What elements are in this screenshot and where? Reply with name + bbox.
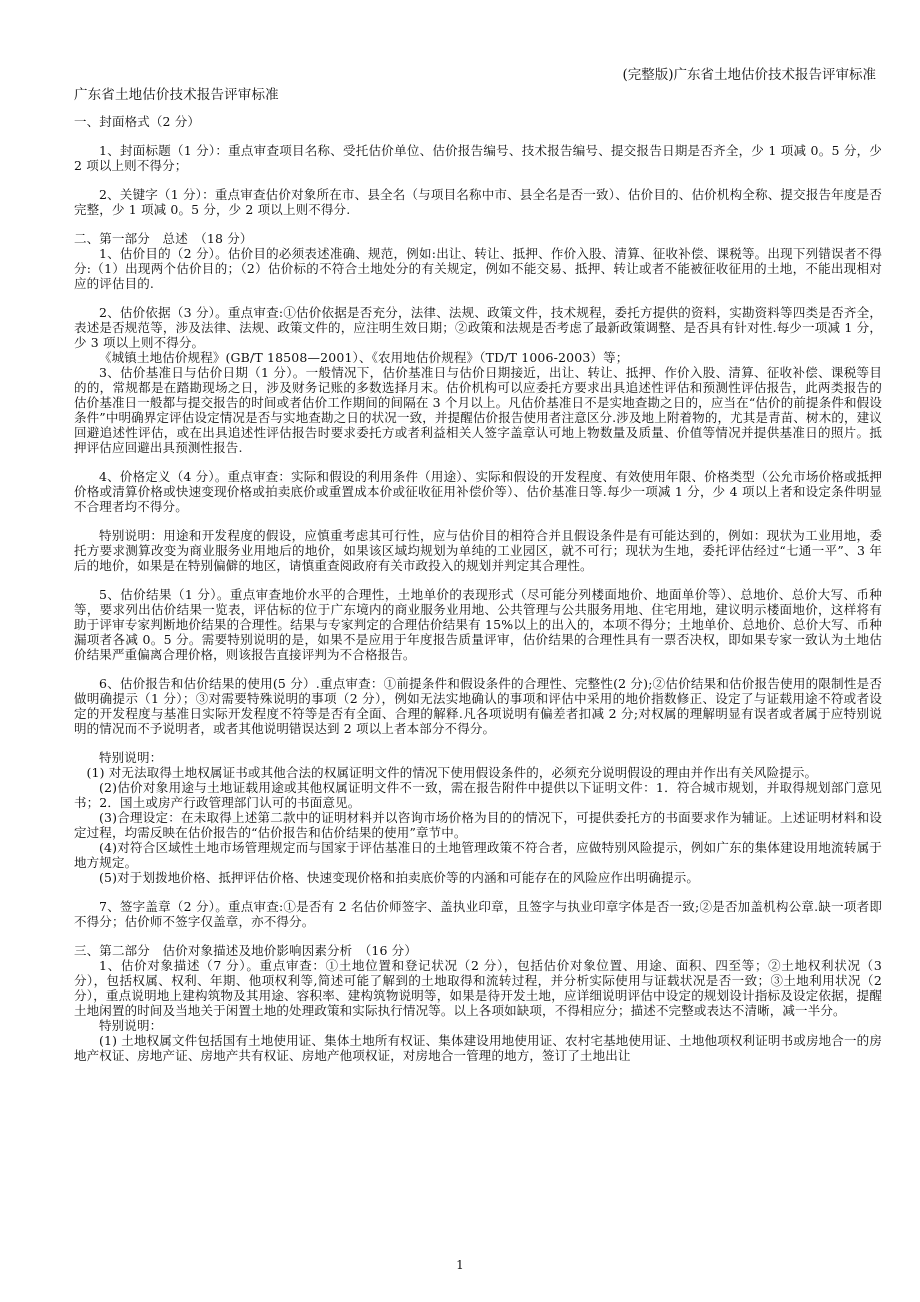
document-body xyxy=(74,86,882,1063)
sec1-paragraph-1: 1、封面标题（1 分）：重点审查项目名称、受托估价单位、估价报告编号、技术报告编号、提交报告日期是否齐全，少 1 项减 0。5 分，少 2 项以上则不得分； xyxy=(74,143,882,173)
sec3-special-item-1: (1) 土地权属文件包括国有土地使用证、集体土地所有权证、集体建设用地使用证、农村宅基地使用证、土地他项权利证明书或房地合一的房地产权证、房地产证、房地产共有权证、房地产他项权证，对房地合一管理的地方，签订了土地出让 xyxy=(74,1033,882,1063)
sec2-special-item-3: (3)合理设定：在未取得上述第二款中的证明材料并以咨询市场价格为目的的情况下，可提供委托方的书面要求作为辅证。上述证明材料和设定过程，均需反映在估价报告的“估价报告和估价结果的使用”章节中。 xyxy=(74,810,882,840)
sec2-paragraph-5: 5、估价结果（1 分）。重点审查地价水平的合理性，土地单价的表现形式（尽可能分列楼面地价、地面单价等）、总地价、总价大写、币种等，要求列出估价结果一览表，评估标的位于广东境内的商业服务业用地、公共管理与公共服务用地、住宅用地，建议明示楼面地价，这样将有助于评审专家判断地价结果的合理性。结果与专家判定的合理估价结果有 15%以上的出入的，本项不得分；土地单价、总地价、总价大写、币种漏项者各减 0。5 分。需要特别说明的是，如果不是应用于年度报告质量评审，估价结果的合理性具有一票否决权，即如果专家一致认为土地估价结果严重偏离合理价格，则该报告直接评判为不合格报告。 xyxy=(74,587,882,662)
section-1-heading: 一、封面格式（2 分） xyxy=(74,114,201,129)
sec3-paragraph-1: 1、估价对象描述（7 分）。重点审查：①土地位置和登记状况（2 分），包括估价对象位置、用途、面积、四至等；②土地权利状况（3 分），包括权属、权利、年期、他项权利等,简述可能了解到的土地取得和流转过程，并分析实际使用与证载状况是否一致；③土地利用状况（2 分），重点说明地上建构筑物及其用途、容积率、建构筑物说明等，如果是待开发土地，应详细说明评估中设定的规划设计指标及设定依据，提醒土地闲置的时间及当地关于闲置土地的处理政策和实际执行情况等。以上各项如缺项，不得相应分；描述不完整或表达不清晰，减一半分。 xyxy=(74,958,882,1018)
sec2-paragraph-6: 6、估价报告和估价结果的使用(5 分）.重点审查：①前提条件和假设条件的合理性、完整性(2 分);②估价结果和估价报告使用的限制性是否做明确提示（1 分）；③对需要特殊说明的事项（2 分），例如无法实地确认的事项和评估中采用的地价指数修正、设定了与证载用途不符或者设定的开发程度与基准日实际开发程度不符等是否有全面、合理的解释.凡各项说明有偏差者扣减 2 分;对权属的理解明显有误者或者属于应特别说明的情况而不予说明者，或者其他说明错误达到 2 项以上者本部分不得分。 xyxy=(74,676,882,736)
sec2-paragraph-1: 1、估价目的（2 分）。估价目的必须表述准确、规范，例如:出让、转让、抵押、作价入股、清算、征收补偿、课税等。出现下列错误者不得分:（1）出现两个估价目的；（2）估价标的不符合土地处分的有关规定，例如不能交易、抵押、转让或者不能被征收征用的土地，不能出现相对应的评估目的. xyxy=(74,246,882,291)
sec2-special-note: 特别说明：用途和开发程度的假设，应慎重考虑其可行性，应与估价目的相符合并且假设条件是有可能达到的，例如：现状为工业用地，委托方要求测算改变为商业服务业用地后的地价，如果该区域均规划为单纯的工业园区，就不可行；现状为生地，委托评估经过“七通一平”、3 年后的地价，如果是在特别偏僻的地区，请慎重查阅政府有关市政投入的规划并判定其合理性。 xyxy=(74,528,882,573)
sec2-paragraph-3: 3、估价基准日与估价日期（1 分）。一般情况下，估价基准日与估价日期接近，出让、转让、抵押、作价入股、清算、征收补偿、课税等目的的，常规都是在踏勘现场之日，涉及财务记账的多数选择月末。估价机构可以应委托方要求出具追述性评估和预测性评估报告，此两类报告的估价基准日一般都与提交报告的时间或者估价工作期间的间隔在 3 个月以上。凡估价基准日不是实地查勘之日的，应当在“估价的前提条件和假设条件”中明确界定评估设定情况是否与实地查勘之日的状况一致，并提醒估价报告使用者注意区分.涉及地上附着物的，尤其是青苗、树木的，建议回避追述性评估，或在出具追述性评估报告时要求委托方或者利益相关人签字盖章认可地上物数量及质量、价值等情况并提供基准日的照片。抵押评估应回避出具预测性报告. xyxy=(74,365,882,455)
document-title: 广东省土地估价技术报告评审标准 xyxy=(74,87,279,103)
sec2-special-title: 特别说明： xyxy=(99,750,163,765)
section-2-heading: 二、第一部分 总述 （18 分） xyxy=(74,231,253,246)
sec2-paragraph-2b: 《城镇土地估价规程》(GB/T 18508—2001）、《农用地估价规程》（TD/T 1006-2003）等； xyxy=(99,350,629,365)
sec2-paragraph-4: 4、价格定义（4 分）。重点审查：实际和假设的利用条件（用途）、实际和假设的开发程度、有效使用年限、价格类型（公允市场价格或抵押价格或清算价格或快速变现价格或拍卖底价或重置成本价或征收征用补偿价等）、估价基准日等.每少一项减 1 分，少 4 项以上者和设定条件明显不合理者均不得分。 xyxy=(74,469,882,514)
sec2-paragraph-7: 7、签字盖章（2 分）。重点审查:①是否有 2 名估价师签字、盖执业印章，且签字与执业印章字体是否一致;②是否加盖机构公章.缺一项者即不得分；估价师不签字仅盖章，亦不得分。 xyxy=(74,899,882,929)
section-3-heading: 三、第二部分 估价对象描述及地价影响因素分析 （16 分） xyxy=(74,943,417,958)
sec2-paragraph-2: 2、估价依据（3 分）。重点审查:①估价依据是否充分，法律、法规、政策文件，技术规程，委托方提供的资料，实勘资料等四类是否齐全，表述是否规范等，涉及法律、法规、政策文件的，应注明生效日期；②政策和法规是否考虑了最新政策调整、是否具有针对性.每少一项减 1 分，少 3 项以上则不得分。 xyxy=(74,305,882,350)
sec2-special-item-5: (5)对于划拨地价格、抵押评估价格、快速变现价格和拍卖底价等的内涵和可能存在的风险应作出明确提示。 xyxy=(99,870,700,885)
sec2-special-item-4: (4)对符合区域性土地市场管理规定而与国家于评估基准日的土地管理政策不符合者，应做特别风险提示，例如广东的集体建设用地流转属于地方规定。 xyxy=(74,840,882,870)
sec3-special-title: 特别说明： xyxy=(99,1018,163,1033)
sec1-paragraph-2: 2、关键字（1 分）：重点审查估价对象所在市、县全名（与项目名称中市、县全名是否一致）、估价目的、估价机构全称、提交报告年度是否完整，少 1 项减 0。5 分，少 2 项以上则不得分. xyxy=(74,187,882,217)
sec2-special-item-1: (1) 对无法取得土地权属证书或其他合法的权属证明文件的情况下使用假设条件的，必须充分说明假设的理由并作出有关风险提示。 xyxy=(86,765,818,780)
running-header: (完整版)广东省土地估价技术报告评审标准 xyxy=(622,67,876,83)
sec2-special-item-2: (2)估价对象用途与土地证载用途或其他权属证明文件不一致，需在报告附件中提供以下证明文件：1．符合城市规划，并取得规划部门意见书；2．国土或房产行政管理部门认可的书面意见。 xyxy=(74,780,882,810)
page-number: 1 xyxy=(456,1258,464,1272)
